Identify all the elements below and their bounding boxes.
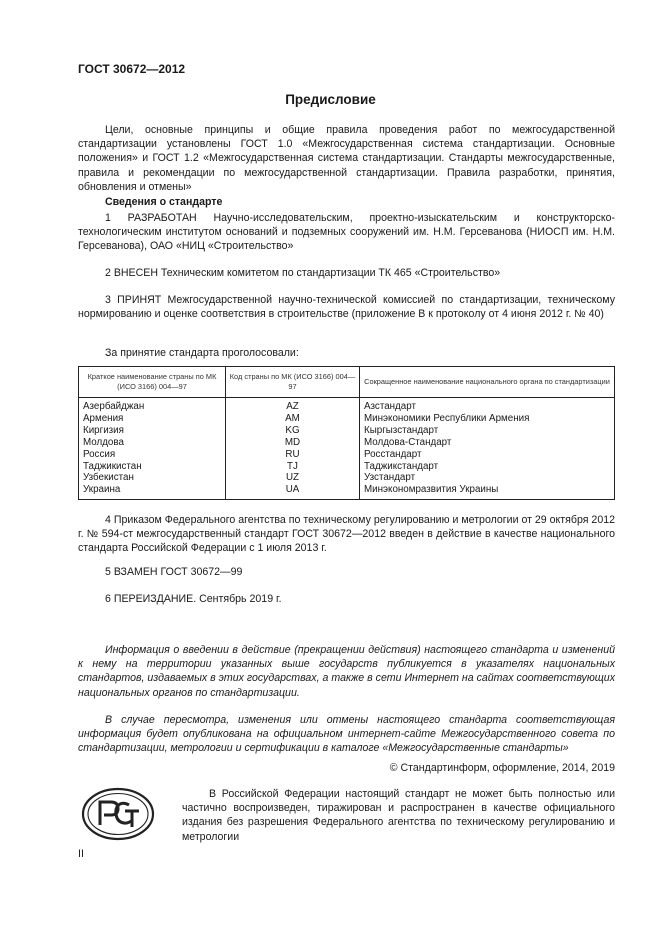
copyright-notice: В Российской Федерации настоящий стандарт не может быть полностью или частично воспроизведен, тиражирован и распространен в качестве официального издания без разрешения Федерального агентства по техническому регулированию и метрологии xyxy=(182,788,615,843)
logo-inner-ring xyxy=(88,794,148,835)
table-row xyxy=(79,398,615,413)
cell-code: MD xyxy=(226,437,360,449)
cell-code: TJ xyxy=(226,461,360,473)
cell-code: RU xyxy=(226,449,360,461)
cell-country: Армения xyxy=(79,413,226,425)
cell-body: Минэкономики Республики Армения xyxy=(360,413,615,425)
table-row xyxy=(79,437,615,449)
cell-body: Росстандарт xyxy=(360,449,615,461)
voted-label: За принятие стандарта проголосовали: xyxy=(105,347,299,359)
document-code: ГОСТ 30672—2012 xyxy=(78,62,186,76)
logo-letter-t xyxy=(125,811,139,827)
table-row xyxy=(79,413,615,425)
intro-paragraph: Цели, основные принципы и общие правила проведения работ по межгосударственной стандартизации установлены ГОСТ 1.0 «Межгосударственная система стандартизации. Основные положения» и ГОСТ 1.2 «Межгосударственная система стандартизации. Стандарты межгосударственные, правила и рекомендации по межгосударственной стандартизации. Правила разработки, принятия, обновления и отмены» xyxy=(78,124,615,193)
cell-code: UA xyxy=(226,484,360,499)
item-enacted: 4 Приказом Федерального агентства по техническому регулированию и метрологии от 29 октября 2012 г. № 594-ст межгосударственный стандарт ГОСТ 30672—2012 введен в действие в качестве национального стандарта Российской Федерации с 1 июля 2013 г. xyxy=(78,514,615,555)
cell-country: Таджикистан xyxy=(79,461,226,473)
item-reissue: 6 ПЕРЕИЗДАНИЕ. Сентябрь 2019 г. xyxy=(105,593,282,605)
page-title: Предисловие xyxy=(285,92,376,107)
cell-body: Узстандарт xyxy=(360,472,615,484)
page-number: II xyxy=(78,848,84,860)
cell-code: KG xyxy=(226,425,360,437)
cell-country: Азербайджан xyxy=(79,398,226,413)
info-note-1: Информация о введении в действие (прекращении действия) настоящего стандарта и изменений к нему на территории указанных выше государств публикуется в указателях национальных стандартов, издаваемых в этих государствах, а также в сети Интернет на сайтах соответствующих национальных органов по стандартизации. xyxy=(78,644,615,699)
table-row xyxy=(79,484,615,499)
item-replaces: 5 ВЗАМЕН ГОСТ 30672—99 xyxy=(105,566,243,578)
cell-body: Азстандарт xyxy=(360,398,615,413)
copyright: © Стандартинформ, оформление, 2014, 2019 xyxy=(389,762,615,774)
cell-body: Кыргызстандарт xyxy=(360,425,615,437)
table-header-body: Сокращенное наименование национального органа по стандартизации xyxy=(360,367,615,398)
cell-body: Таджикстандарт xyxy=(360,461,615,473)
cell-body: Минэкономразвития Украины xyxy=(360,484,615,499)
logo-outer-ring xyxy=(83,789,153,839)
table-header-country: Краткое наименование страны по МК (ИСО 3166) 004—97 xyxy=(79,367,226,398)
item-adopted: 3 ПРИНЯТ Межгосударственной научно-технической комиссией по стандартизации, техническому нормированию и оценке соответствия в строительстве (приложение В к протоколу от 4 июня 2012 г. № 40) xyxy=(78,294,615,321)
table-row xyxy=(79,425,615,437)
cell-body: Молдова-Стандарт xyxy=(360,437,615,449)
cell-country: Украина xyxy=(79,484,226,499)
cell-code: UZ xyxy=(226,472,360,484)
item-developed: 1 РАЗРАБОТАН Научно-исследовательским, проектно-изыскательским и конструкторско-технологическим институтом оснований и подземных сооружений им. Н.М. Герсеванова (НИОСП им. Н.М. Герсеванова), ОАО «НИЦ «Строительство» xyxy=(78,212,615,253)
item-introduced: 2 ВНЕСЕН Техническим комитетом по стандартизации ТК 465 «Строительство» xyxy=(105,267,501,279)
table-row xyxy=(79,472,615,484)
info-note-2: В случае пересмотра, изменения или отмены настоящего стандарта соответствующая информация будет опубликована на официальном интернет-сайте Межгосударственного совета по стандартизации, метрологии и сертификации в каталоге «Межгосударственные стандарты» xyxy=(78,714,615,755)
table-row xyxy=(79,449,615,461)
cell-code: AM xyxy=(226,413,360,425)
table-header-row xyxy=(79,367,615,398)
cell-country: Узбекистан xyxy=(79,472,226,484)
cell-country: Молдова xyxy=(79,437,226,449)
voting-table xyxy=(78,366,615,500)
section-title: Сведения о стандарте xyxy=(105,196,223,208)
table-header-code: Код страны по МК (ИСО 3166) 004—97 xyxy=(226,367,360,398)
cell-country: Россия xyxy=(79,449,226,461)
table-row xyxy=(79,461,615,473)
cell-country: Киргизия xyxy=(79,425,226,437)
pct-logo-icon xyxy=(80,786,156,842)
cell-code: AZ xyxy=(226,398,360,413)
